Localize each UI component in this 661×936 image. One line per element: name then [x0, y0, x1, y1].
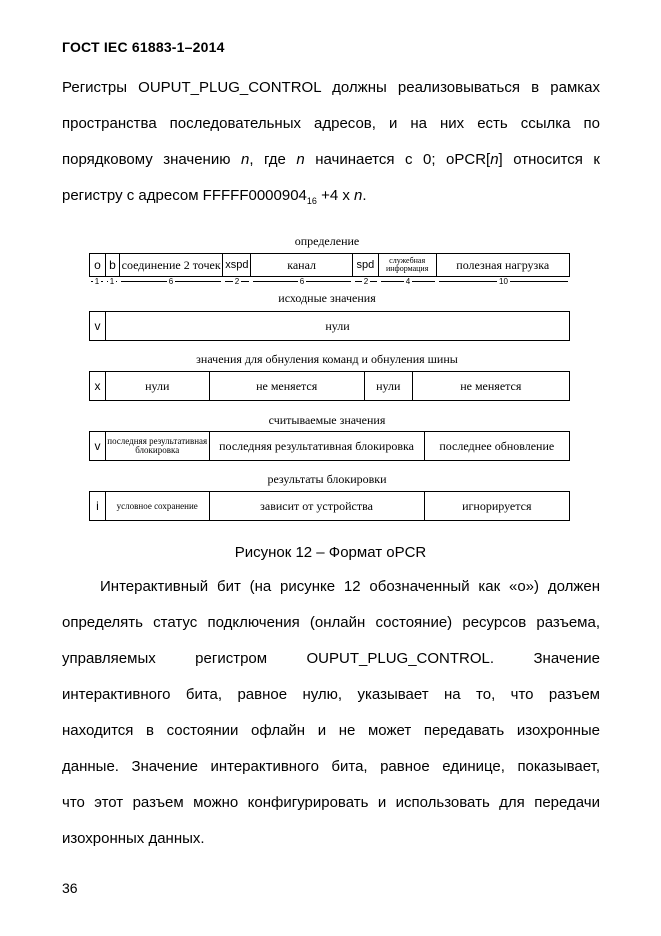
intro-line-2: пространства последовательных адресов, и на них есть ссылка по [62, 115, 600, 132]
body-line-4: интерактивного бита, равное нулю, указывает на то, что разъем [62, 686, 600, 703]
lock-ignored: игнорируется [462, 499, 532, 513]
width-xspd: 2 [223, 276, 251, 286]
field-spd: spd [353, 254, 379, 276]
reset-unchanged-2: не меняется [460, 379, 522, 393]
definition-title: определение [294, 234, 360, 248]
body-line-8: изохронных данных. [62, 830, 205, 847]
initial-v: v [90, 312, 106, 340]
initial-title: исходные значения [278, 291, 376, 305]
intro-paragraph [62, 70, 600, 214]
body-line-3: управляемых регистром OUPUT_PLUG_CONTROL. Значение [62, 650, 600, 667]
field-xspd: xspd [223, 254, 251, 276]
field-width-ruler [89, 276, 570, 286]
read-title: считываемые значения [268, 413, 386, 427]
reset-x: x [90, 372, 106, 400]
initial-row [89, 311, 570, 341]
lock-device-dependent: зависит от устройства [210, 492, 425, 520]
lock-conditional-store: условное сохранение [106, 492, 210, 520]
lock-i: i [90, 492, 106, 520]
figure-caption: Рисунок 12 – Формат oPCR [234, 544, 427, 561]
width-spd: 2 [353, 276, 379, 286]
read-last-lock-short: последняя результативная блокировка [106, 432, 210, 460]
width-o: 1 [89, 276, 105, 286]
intro-line-1: Регистры OUPUT_PLUG_CONTROL должны реализовываться в рамках [62, 79, 600, 96]
reset-title: значения для обнуления команд и обнуления шины [196, 352, 458, 366]
lock-title: результаты блокировки [267, 472, 387, 486]
width-overhead: 4 [379, 276, 437, 286]
read-last-update: последнее обновление [439, 439, 555, 453]
field-o: o [90, 254, 106, 276]
page-number: 36 [62, 880, 78, 896]
width-b: 1 [105, 276, 119, 286]
body-paragraph [62, 569, 600, 857]
field-b: b [106, 254, 120, 276]
body-line-6: данные. Значение интерактивного бита, равное единице, показывает, [62, 758, 600, 775]
reset-unchanged-1: не меняется [210, 372, 365, 400]
lock-row [89, 491, 570, 521]
intro-line-4: регистру с адресом $FFFFF0000904_{16} +4$ x n. [62, 187, 367, 206]
body-line-1: Интерактивный бит (на рисунке 12 обозначенный как «o») должен [100, 578, 600, 595]
reset-zeros-1: нули [106, 372, 210, 400]
width-channel: 6 [251, 276, 353, 286]
width-p2p: 6 [119, 276, 223, 286]
definition-row [89, 253, 570, 277]
reset-zeros-2: нули [365, 372, 413, 400]
field-payload: полезная нагрузка [456, 258, 550, 272]
read-row [89, 431, 570, 461]
initial-zeros: нули [325, 319, 350, 333]
body-line-5: находится в состоянии офлайн и не может передавать изохронные [62, 722, 600, 739]
field-p2p: соединение 2 точек [120, 254, 224, 276]
intro-line-3: порядковому значению n, где n начинается с 0; oPCR[n] относится к [62, 151, 600, 168]
reset-row [89, 371, 570, 401]
document-header: ГОСТ IEC 61883-1–2014 [62, 39, 225, 55]
body-line-2: определять статус подключения (онлайн состояние) ресурсов разъема, [62, 614, 600, 631]
body-line-7: что этот разъем можно конфигурировать и использовать для передачи [62, 794, 600, 811]
read-last-lock: последняя результативная блокировка [210, 432, 425, 460]
width-payload: 10 [437, 276, 570, 286]
field-overhead: служебная информация [379, 254, 437, 276]
read-v: v [90, 432, 106, 460]
field-channel: канал [251, 254, 353, 276]
